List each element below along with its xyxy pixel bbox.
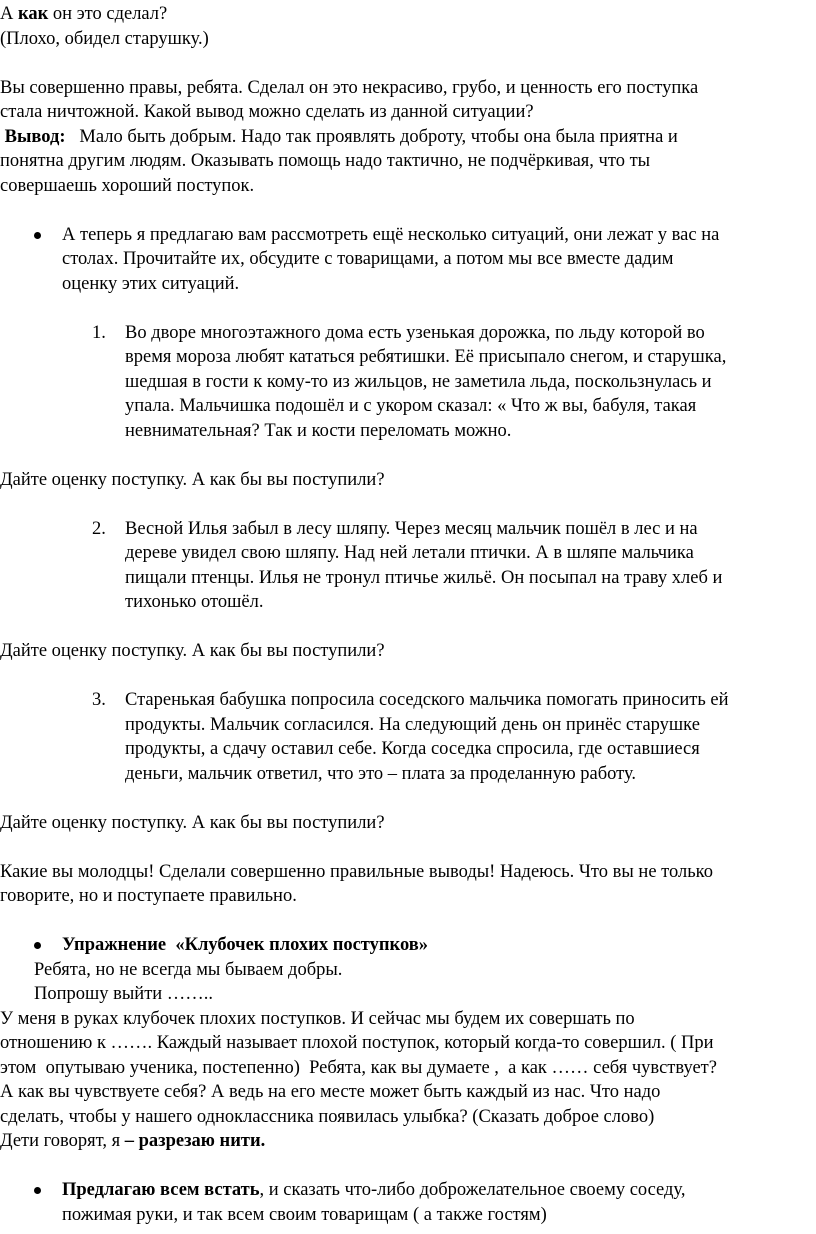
- item-number: 1.: [92, 322, 106, 343]
- intro-text: А: [0, 4, 18, 24]
- numbered-item: [0, 688, 816, 786]
- exercise-line: Ребята, но не всегда мы бываем добры.: [34, 959, 343, 980]
- paragraph-line: Вы совершенно правы, ребята. Сделал он это некрасиво, грубо, и ценность его поступка: [0, 77, 699, 98]
- final-line: пожимая руки, и так всем своим товарищам ( а также гостям): [62, 1204, 547, 1225]
- praise-line: говорите, но и поступаете правильно.: [0, 886, 297, 906]
- exercise-paragraph-line: отношению к ……. Каждый называет плохой поступок, который когда-то совершил. ( При: [0, 1033, 714, 1053]
- question-line: Дайте оценку поступку. А как бы вы поступили?: [0, 469, 385, 490]
- conclusion-text: Мало быть добрым. Надо так проявлять доброту, чтобы она была приятна и: [65, 126, 678, 147]
- exercise-line: Попрошу выйти ……..: [34, 984, 214, 1004]
- spacer: [0, 492, 816, 517]
- exercise-paragraph-line: сделать, чтобы у нашего одноклассника появилась улыбка? (Сказать доброе слово): [0, 1106, 655, 1127]
- praise-line: Какие вы молодцы! Сделали совершенно правильные выводы! Надеюсь. Что вы не только: [0, 861, 713, 882]
- paragraph-line: стала ничтожной. Какой вывод можно сделать из данной ситуации?: [0, 102, 534, 122]
- spacer: [0, 51, 816, 76]
- intro-line-2: (Плохо, обидел старушку.): [0, 28, 209, 49]
- spacer: [0, 909, 816, 934]
- spacer: [0, 664, 816, 689]
- item-line: продукты, а сдачу оставил себе. Когда соседка спросила, где оставшиеся: [125, 739, 700, 759]
- exercise-text: Дети говорят, я: [0, 1131, 125, 1151]
- bullet-icon: [34, 1187, 41, 1194]
- spacer: [0, 835, 816, 860]
- paragraph-line: понятна другим людям. Оказывать помощь надо тактично, не подчёркивая, что ты: [0, 151, 651, 171]
- final-text: , и сказать что-либо доброжелательное своему соседу,: [259, 1180, 686, 1200]
- intro-line-1: [0, 2, 816, 27]
- bullet-line: столах. Прочитайте их, обсудите с товарищами, а потом мы все вместе дадим: [62, 249, 674, 269]
- question-line: Дайте оценку поступку. А как бы вы поступили?: [0, 641, 385, 661]
- bullet-line: оценку этих ситуаций.: [62, 273, 240, 294]
- paragraph-line: совершаешь хороший поступок.: [0, 175, 255, 196]
- intro-bold-word: как: [18, 4, 49, 24]
- item-line: шедшая в гости к кому-то из жильцов, не заметила льда, поскользнулась и: [125, 371, 712, 392]
- item-line: тихонько отошёл.: [125, 592, 264, 612]
- spacer: [0, 198, 816, 223]
- exercise-paragraph-line: этом опутываю ученика, постепенно) Ребята, как вы думаете , а как …… себя чувствует?: [0, 1057, 717, 1078]
- item-line: деньги, мальчик ответил, что это – плата за проделанную работу.: [125, 763, 637, 784]
- item-line: Старенькая бабушка попросила соседского мальчика помогать приносить ей: [125, 690, 729, 710]
- exercise-title-line: [62, 933, 816, 958]
- spacer: [0, 296, 816, 321]
- bullet-icon: [34, 942, 41, 949]
- spacer: [0, 786, 816, 811]
- bullet-icon: [34, 232, 41, 239]
- exercise-paragraph-line: У меня в руках клубочек плохих поступков. И сейчас мы будем их совершать по: [0, 1008, 635, 1029]
- final-bold: Предлагаю всем встать: [62, 1180, 260, 1200]
- item-line: дереве увидел свою шляпу. Над ней летали птички. А в шляпе мальчика: [125, 543, 694, 563]
- spacer: [0, 1154, 816, 1179]
- bullet-line: А теперь я предлагаю вам рассмотреть ещё несколько ситуаций, они лежат у вас на: [62, 224, 720, 245]
- exercise-bullet: [0, 933, 816, 958]
- spacer: [0, 443, 816, 468]
- item-line: пищали птенцы. Илья не тронул птичье жильё. Он посыпал на траву хлеб и: [125, 567, 723, 588]
- item-line: невнимательная? Так и кости переломать можно.: [125, 420, 512, 441]
- conclusion-label: Вывод:: [0, 126, 66, 147]
- exercise-paragraph-line: [0, 1129, 816, 1154]
- item-line: время мороза любят кататься ребятишки. Её присыпало снегом, и старушка,: [125, 347, 727, 367]
- question-line: Дайте оценку поступку. А как бы вы поступили?: [0, 812, 385, 833]
- numbered-item: [0, 517, 816, 615]
- item-line: Весной Илья забыл в лесу шляпу. Через месяц мальчик пошёл в лес и на: [125, 518, 698, 539]
- final-bullet: [0, 1178, 816, 1227]
- item-number: 2.: [92, 518, 106, 539]
- numbered-item: [0, 321, 816, 444]
- item-line: Во дворе многоэтажного дома есть узенькая дорожка, по льду которой во: [125, 322, 705, 343]
- final-line: [62, 1178, 816, 1203]
- item-line: упала. Мальчишка подошёл и с укором сказал: « Что ж вы, бабуля, такая: [125, 396, 697, 416]
- item-number: 3.: [92, 690, 106, 710]
- exercise-bold-text: – разрезаю нити.: [124, 1131, 266, 1151]
- item-line: продукты. Мальчик согласился. На следующий день он принёс старушке: [125, 714, 700, 735]
- exercise-title: Упражнение «Клубочек плохих поступков»: [62, 935, 429, 955]
- spacer: [0, 615, 816, 640]
- intro-text-end: он это сделал?: [48, 4, 168, 24]
- conclusion-line: [0, 125, 816, 150]
- exercise-paragraph-line: А как вы чувствуете себя? А ведь на его месте может быть каждый из нас. Что надо: [0, 1082, 661, 1102]
- bullet-item: [0, 223, 816, 297]
